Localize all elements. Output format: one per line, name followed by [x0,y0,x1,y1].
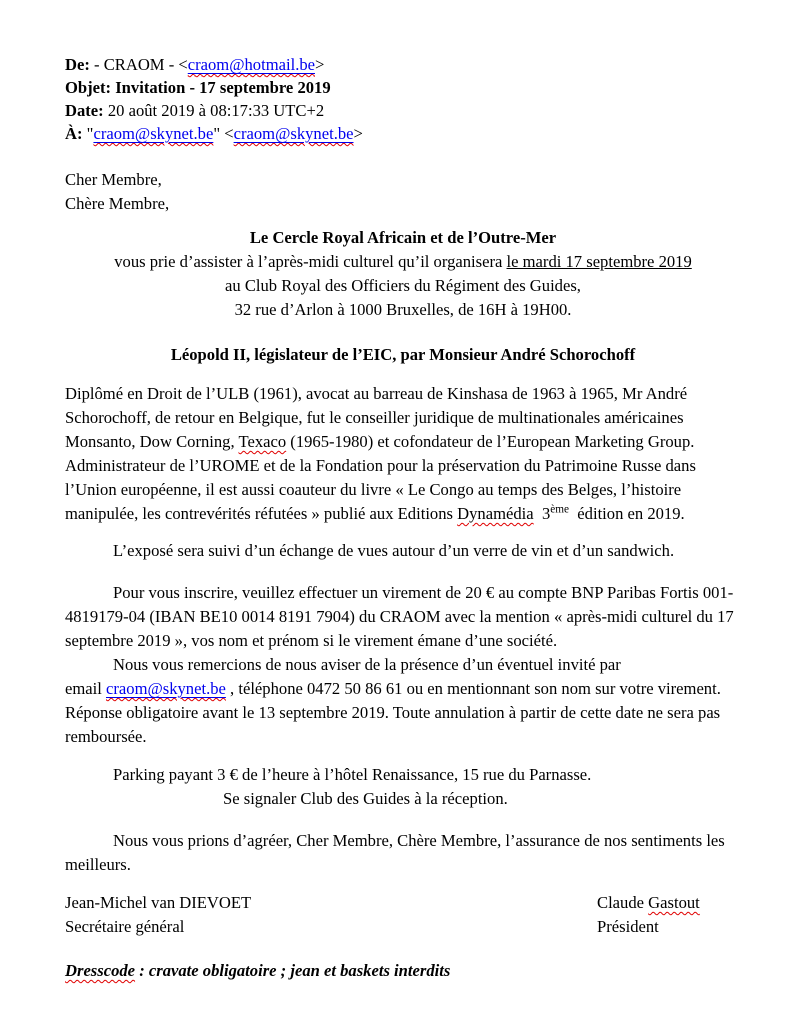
greeting-line: Chère Membre, [65,194,170,213]
signature-right [597,891,741,939]
text-segment: 20 août 2019 à 08:17:33 UTC+2 [103,101,325,120]
text-segment: De: [65,55,90,74]
secretary-name: Jean-Michel van DIEVOET [65,893,252,912]
text-segment: email [65,679,107,698]
parking-line: Parking payant 3 € de l’heure à l’hôtel Renaissance, 15 rue du Parnasse. [113,765,592,784]
misspelling-squiggle [648,893,700,912]
from-line [65,53,741,76]
text-segment: " [82,124,94,143]
organization-name: Le Cercle Royal Africain et de l’Outre-Mer [249,228,557,247]
to-email-link[interactable]: craom@skynet.be [93,124,214,143]
text-segment: ème [550,503,569,516]
subject-line [65,76,741,99]
greeting-line: Cher Membre, [65,170,162,189]
president-name [597,891,741,915]
signature-left [65,891,251,939]
greeting [65,168,741,216]
text-segment: Diplômé en Droit de l’ULB (1961), avocat au barreau de Kinshasa de 1963 à 1965, Mr André Schorochoff, de retour en Belgique, fut le conseiller juridique de multinationales américaines Monsanto, Dow Corning, [65,384,688,451]
email-header [65,53,741,145]
to-line [65,122,741,145]
misspelling-squiggle[interactable] [93,124,213,143]
misspelling-squiggle[interactable] [234,124,354,143]
text-segment: : cravate obligatoire ; jean et baskets interdits [135,961,451,980]
closing-salutation: Nous vous prions d’agréer, Cher Membre, Chère Membre, l’assurance de nos sentiments les meilleurs. [65,831,725,874]
president-role: Président [597,917,659,936]
text-segment: " < [213,124,234,143]
invitation-venue-line: au Club Royal des Officiers du Régiment des Guides, [225,276,581,295]
misspelling-squiggle [65,961,135,980]
secretary-role: Secrétaire général [65,917,185,936]
dresscode-note [65,959,741,983]
text-segment: Dynamédia [457,504,534,523]
invitation-block [65,226,741,322]
text-segment: Objet: Invitation - 17 septembre 2019 [65,78,331,97]
text-segment: édition en 2019. [569,504,685,523]
rsvp-instructions [65,653,741,749]
text-segment: Nous vous remercions de nous aviser de la présence d’un éventuel invité par [113,655,621,674]
to-email-link[interactable]: craom@skynet.be [233,124,354,143]
text-segment: (1965-1980) et cofondateur de l’European Marketing Group. Administrateur de l’UROME et de la Fondation pour la préservation du Patrimoine Russe dans l’Union européenne, il est aussi coauteur du livre « Le Congo au temps des Belges, l’histoire manipulée, les contrevérités réfutées » publié aux Editions [65,432,696,523]
signature-block [65,891,741,939]
text-segment: > [353,124,363,143]
text-segment: Texaco [238,432,287,451]
parking-info [65,763,741,811]
payment-instructions: Pour vous inscrire, veuillez effectuer un virement de 20 € au compte BNP Paribas Fortis 001-4819179-04 (IBAN BE10 0014 8191 7904) du CRAOM avec la mention « après-midi culturel du 17 septembre 2019 », vos nom et prénom si le virement émane d’une société. [65,583,734,650]
date-line [65,99,741,122]
text-segment: Date: [65,101,104,120]
expose-note: L’exposé sera suivi d’un échange de vues autour d’un verre de vin et d’un sandwich. [113,541,675,560]
speaker-bio [65,382,741,526]
text-segment: Gastout [648,893,700,912]
reception-line: Se signaler Club des Guides à la réception. [223,789,508,808]
invitation-address-line: 32 rue d’Arlon à 1000 Bruxelles, de 16H à 19H00. [234,300,572,319]
talk-title: Léopold II, législateur de l’EIC, par Monsieur André Schorochoff [170,345,636,364]
text-segment: - CRAOM - < [89,55,188,74]
misspelling-squiggle[interactable] [106,679,226,698]
rsvp-email-link[interactable]: craom@skynet.be [106,679,226,698]
misspelling-squiggle [238,432,286,451]
misspelling-squiggle [457,504,534,523]
text-segment: Claude [597,893,649,912]
text-segment: le mardi 17 septembre 2019 [506,252,692,271]
text-segment: Dresscode [65,961,136,980]
text-segment: , téléphone 0472 50 86 61 ou en mentionnant son nom sur votre virement. Réponse obligatoire avant le 13 septembre 2019. Toute annulation à partir de cette date ne sera pas remboursée. [65,679,721,746]
text-segment: > [315,55,325,74]
text-segment: 3 [533,504,551,523]
text-segment: À: [65,124,83,143]
misspelling-squiggle[interactable] [188,55,315,74]
from-email-link[interactable]: craom@hotmail.be [187,55,315,74]
text-segment: vous prie d’assister à l’après-midi culturel qu’il organisera [114,252,507,271]
invitation-date-line [65,250,741,274]
